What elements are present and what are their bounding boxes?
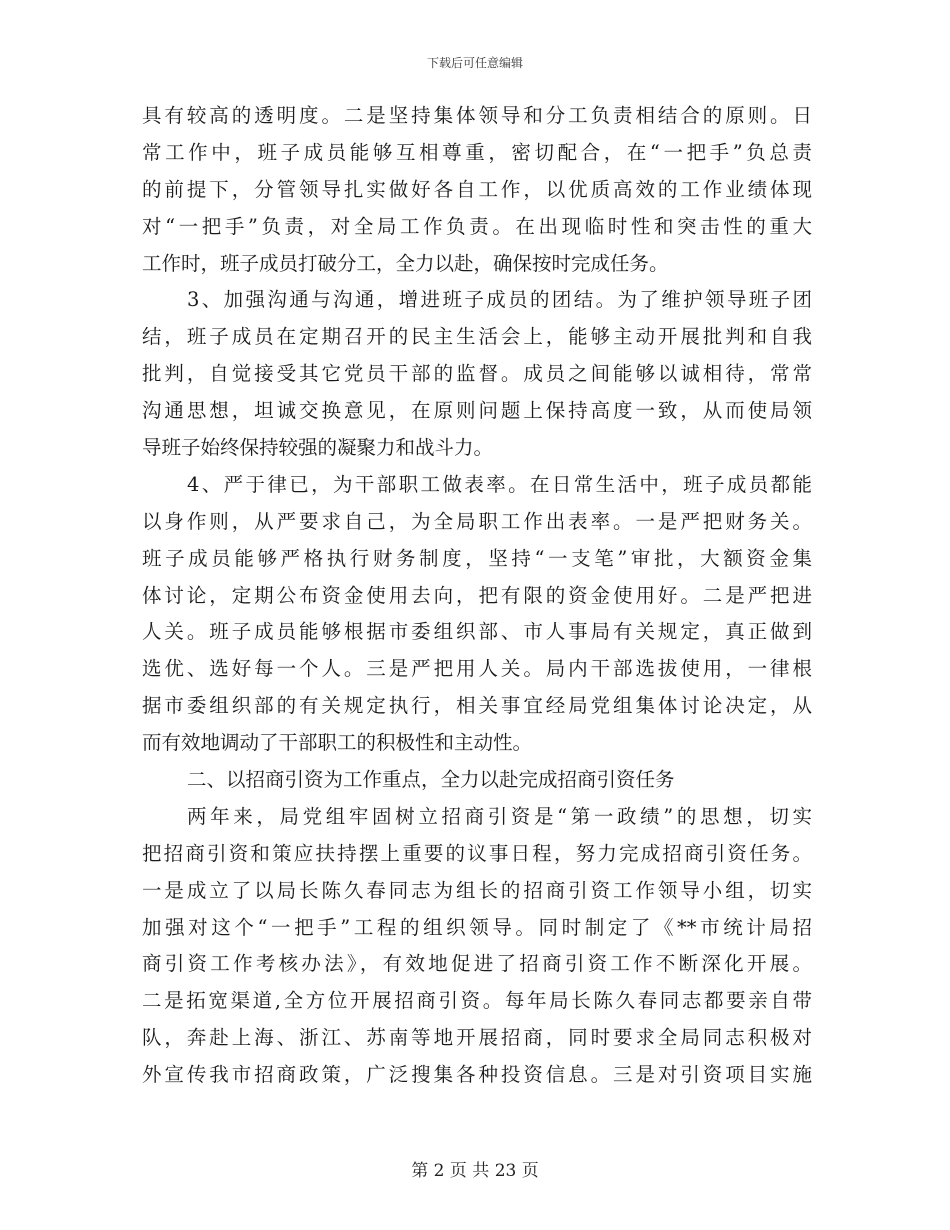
document-body bbox=[142, 98, 812, 1094]
text-line: 沟通思想，坦诚交换意见，在原则问题上保持高度一致，从而使局领 bbox=[142, 399, 812, 423]
page-header: 下载后可任意编辑 bbox=[426, 56, 523, 70]
text-line: 而有效地调动了干部职工的积极性和主动性。 bbox=[142, 731, 533, 755]
text-line: 对“一把手”负责，对全局工作负责。在出现临时性和突击性的重大 bbox=[142, 214, 812, 238]
text-line: 外宣传我市招商政策，广泛搜集各种投资信息。三是对引资项目实施 bbox=[142, 1063, 812, 1087]
text-line: 工作时，班子成员打破分工，全力以赴，确保按时完成任务。 bbox=[142, 251, 669, 275]
text-line: 批判，自觉接受其它党员干部的监督。成员之间能够以诚相待，常常 bbox=[142, 362, 812, 386]
text-line: 导班子始终保持较强的凝聚力和战斗力。 bbox=[142, 436, 494, 460]
text-line: 体讨论，定期公布资金使用去向，把有限的资金使用好。二是严把进 bbox=[142, 583, 812, 607]
text-line: 队，奔赴上海、浙江、苏南等地开展招商，同时要求全局同志积极对 bbox=[142, 1026, 812, 1050]
text-line: 常工作中，班子成员能够互相尊重，密切配合，在“一把手”负总责 bbox=[142, 140, 812, 164]
text-line: 4、严于律已，为干部职工做表率。在日常生活中，班子成员都能 bbox=[187, 472, 812, 496]
text-line: 加强对这个“一把手”工程的组织领导。同时制定了《**市统计局招 bbox=[142, 915, 812, 939]
text-line: 以身作则，从严要求自己，为全局职工作出表率。一是严把财务关。 bbox=[142, 509, 812, 533]
text-line: 把招商引资和策应扶持摆上重要的议事日程，努力完成招商引资任务。 bbox=[142, 841, 812, 865]
text-line: 二是拓宽渠道,全方位开展招商引资。每年局长陈久春同志都要亲自带 bbox=[142, 989, 812, 1013]
text-line: 的前提下，分管领导扎实做好各自工作，以优质高效的工作业绩体现 bbox=[142, 177, 812, 201]
text-line: 结，班子成员在定期召开的民主生活会上，能够主动开展批判和自我 bbox=[142, 325, 812, 349]
text-line: 班子成员能够严格执行财务制度，坚持“一支笔”审批，大额资金集 bbox=[142, 546, 812, 570]
text-line: 两年来，局党组牢固树立招商引资是“第一政绩”的思想，切实 bbox=[187, 804, 812, 828]
page-footer: 第 2 页 共 23 页 bbox=[411, 1161, 539, 1181]
text-line: 选优、选好每一个人。三是严把用人关。局内干部选拔使用，一律根 bbox=[142, 657, 812, 681]
text-line: 3、加强沟通与沟通，增进班子成员的团结。为了维护领导班子团 bbox=[187, 288, 812, 312]
text-line: 二、以招商引资为工作重点，全力以赴完成招商引资任务 bbox=[187, 768, 675, 792]
text-line: 具有较高的透明度。二是坚持集体领导和分工负责相结合的原则。日 bbox=[142, 104, 812, 127]
text-line: 据市委组织部的有关规定执行，相关事宜经局党组集体讨论决定，从 bbox=[142, 694, 812, 718]
text-line: 一是成立了以局长陈久春同志为组长的招商引资工作领导小组，切实 bbox=[142, 878, 812, 902]
text-line: 人关。班子成员能够根据市委组织部、市人事局有关规定，真正做到 bbox=[142, 620, 812, 644]
text-line: 商引资工作考核办法》，有效地促进了招商引资工作不断深化开展。 bbox=[142, 952, 812, 976]
